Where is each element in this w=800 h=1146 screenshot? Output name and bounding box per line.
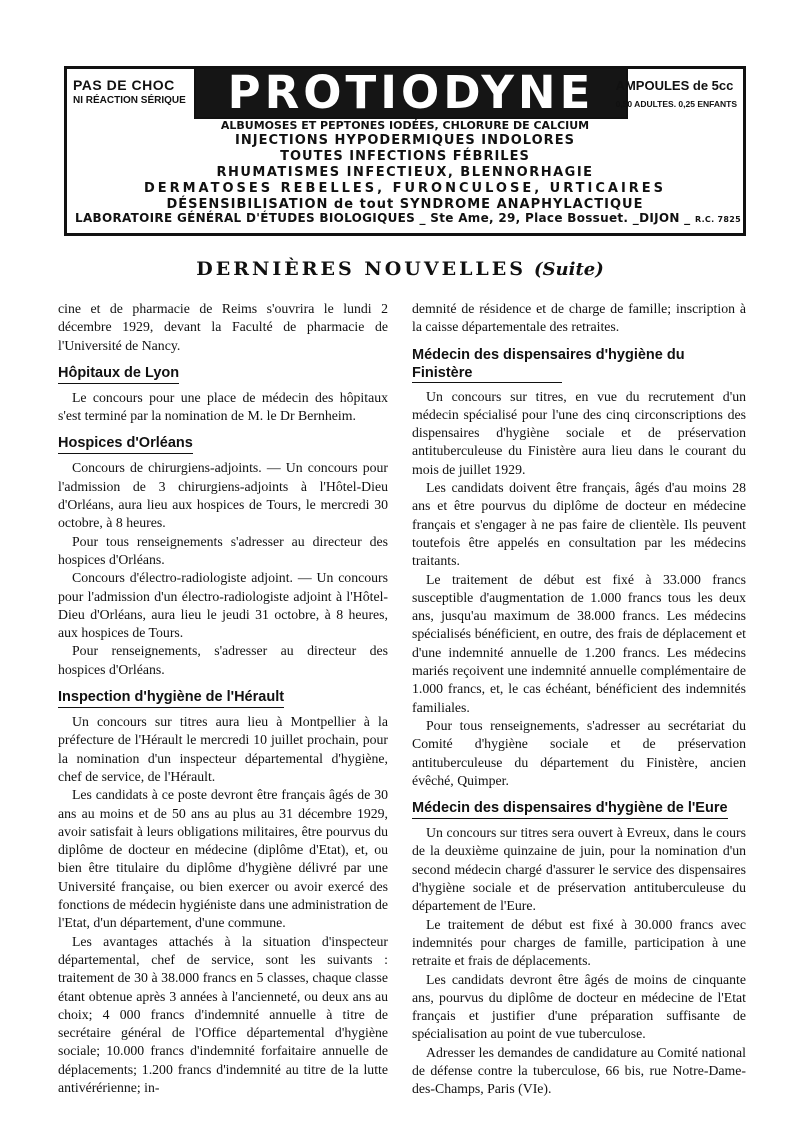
- section-title-orleans: [58, 434, 388, 454]
- ad-left-line1: PAS DE CHOC: [73, 77, 175, 93]
- paragraph: Pour tous renseignements, s'adresser au secrétariat du Comité d'hygiène sociale et de préservation antituberculeuse du département du Finistère, ancien évêché, Quimper.: [412, 717, 746, 788]
- page-title-suite: (Suite): [534, 259, 604, 280]
- section-title-text: Hôpitaux de Lyon: [58, 364, 179, 384]
- ad-line: RHUMATISMES INFECTIEUX, BLENNORHAGIE: [216, 165, 594, 180]
- section-title-finistere: [412, 346, 746, 383]
- right-column: [412, 300, 746, 1099]
- ad-left-claims: [73, 77, 186, 109]
- section-title-eure: [412, 799, 746, 819]
- paragraph: Concours d'électro-radiologiste adjoint. — Un concours pour l'admission d'un électro-radiologiste adjoint à l'Hôtel-Dieu d'Orléans, aura lieu le jeudi 31 octobre, à 8 heures, aux hospices de Tours.: [58, 570, 388, 641]
- section-title-herault: [58, 688, 388, 708]
- ad-indications: [67, 119, 743, 213]
- ad-laboratory-address: [75, 211, 741, 225]
- ad-line: DÉSENSIBILISATION de tout SYNDROME ANAPHYLACTIQUE: [166, 197, 644, 212]
- paragraph: Concours de chirurgiens-adjoints. — Un concours pour l'admission de 3 chirurgiens-adjoints à l'Hôtel-Dieu d'Orléans, aura lieu aux hospices de Tours, le mercredi 30 octobre, à 8 heures.: [58, 460, 388, 531]
- paragraph: Un concours sur titres sera ouvert à Evreux, dans le cours de la deuxième quinzaine de juin, pour la nomination d'un second médecin chargé d'assurer le service des dispensaires d'hygiène sociale et de préservation antituberculeuse du département de l'Eure.: [412, 825, 746, 914]
- paragraph: Le traitement de début est fixé à 33.000 francs susceptible d'augmentation de 1.000 francs tous les deux ans, jusqu'au maximum de 38.000 francs. Les médecins spécialisés bénéficient, en outre, des frais de déplacement et d'une indemnité annuelle de 1.200 francs. Les médecins mariés reçoivent une indemnité annuelle complémentaire de 1.000 francs, et, le cas échéant, bénéficient des indemnités familiales.: [412, 571, 746, 715]
- ad-line: ALBUMOSES ET PEPTONES IODÉES, CHLORURE DE CALCIUM: [220, 119, 590, 132]
- ad-brand-name: PROTIODYNE: [227, 66, 595, 119]
- page-title-text: DERNIÈRES NOUVELLES: [196, 258, 526, 280]
- ad-right-line2: 0,50 ADULTES. 0,25 ENFANTS: [615, 99, 737, 109]
- left-column: [58, 300, 388, 1097]
- section-title-text: Hospices d'Orléans: [58, 434, 193, 454]
- paragraph: Un concours sur titres aura lieu à Montpellier à la préfecture de l'Hérault le mercredi 10 juillet prochain, pour la nomination d'un inspecteur départemental d'hygiène, chef de service, de l'Hérault.: [58, 714, 388, 784]
- ad-line: TOUTES INFECTIONS FÉBRILES: [280, 149, 530, 164]
- paragraph: Les avantages attachés à la situation d'inspecteur départemental, chef de service, sont les suivants : traitement de 30 à 38.000 francs en 5 classes, chaque classe étant obtenue après 3 années à l'ancienneté, ou deux ans au choix; 4 000 francs d'indemnité annuelle à titre de secrétaire général de l'Office départemental d'hygiène sociale; 10.000 francs d'indemnité forfaitaire annuelle de déplacements; 1.200 francs d'indemnité au titre de la lutte antivérérienne; in-: [58, 933, 388, 1095]
- paragraph: Pour renseignements, s'adresser au directeur des hospices d'Orléans.: [58, 643, 388, 677]
- ad-left-line2: NI RÉACTION SÉRIQUE: [73, 95, 186, 106]
- paragraph: demnité de résidence et de charge de famille; inscription à la caisse départementale des retraites.: [412, 301, 746, 335]
- paragraph: Les candidats devront être âgés de moins de cinquante ans, pourvus du diplôme de docteur en médecine de l'Etat français et justifier d'une préparation suffisante de spécialisation au point de vue tuberculose.: [412, 971, 746, 1042]
- paragraph: Les candidats à ce poste devront être français âgés de 30 ans au moins et de 50 ans au plus au 31 décembre 1929, avoir satisfait à leurs obligations militaires, être pourvus du diplôme de docteur en médecine (diplôme d'Etat), et, ou bien être titulaire du diplôme d'hygiène délivré par une Université française, ou bien exercer ou avoir exercé des fonctions de médecin hygiéniste dans une administration de l'Etat, d'un département, d'une commune.: [58, 787, 388, 931]
- protiodyne-advertisement: [64, 66, 746, 236]
- paragraph: Le concours pour une place de médecin des hôpitaux s'est terminé par la nomination de M. le Dr Bernheim.: [58, 389, 388, 424]
- section-title-text: Médecin des dispensaires d'hygiène de l'Eure: [412, 799, 728, 819]
- ad-line: DERMATOSES REBELLES, FURONCULOSE, URTICAIRES: [143, 181, 667, 196]
- title-underline: [412, 382, 562, 383]
- ad-rc-number: R.C. 7825: [694, 215, 741, 224]
- ad-brand-banner: [194, 67, 628, 119]
- page-title: [0, 258, 800, 280]
- ad-right-line1: AMPOULES de 5cc: [615, 78, 734, 93]
- paragraph: Un concours sur titres, en vue du recrutement d'un médecin spécialisé pour l'une des cinq circonscriptions des dispensaires d'hygiène sociale et de préservation antituberculeuse du Finistère aura lieu dans le courant du mois de juillet 1929.: [412, 388, 746, 477]
- ad-line: INJECTIONS HYPODERMIQUES INDOLORES: [235, 133, 575, 148]
- ad-right-dosage: [616, 77, 737, 113]
- section-title-lyon: [58, 364, 388, 384]
- section-title-text: Médecin des dispensaires d'hygiène du Finistère: [412, 346, 685, 381]
- ad-top-band: [67, 66, 743, 119]
- paragraph: Pour tous renseignements s'adresser au directeur des hospices d'Orléans.: [58, 533, 388, 567]
- paragraph: Le traitement de début est fixé à 30.000 francs avec indemnités pour charges de famille, participation à une retraite et frais de déplacements.: [412, 916, 746, 969]
- paragraph: Adresser les demandes de candidature au Comité national de défense contre la tuberculose, 66 bis, rue Notre-Dame-des-Champs, Paris (VIe).: [412, 1044, 746, 1097]
- ad-lab-text: LABORATOIRE GÉNÉRAL D'ÉTUDES BIOLOGIQUES _ Ste Ame, 29, Place Bossuet. _DIJON _: [75, 211, 691, 225]
- paragraph: Les candidats doivent être français, âgés d'au moins 28 ans et être pourvus du diplôme de docteur en médecine français et s'engager à ne pas faire de clientèle. Ils peuvent toutefois être appelés en consultation par les médecins traitants.: [412, 480, 746, 569]
- section-title-text: Inspection d'hygiène de l'Hérault: [58, 688, 284, 708]
- paragraph: cine et de pharmacie de Reims s'ouvrira le lundi 2 décembre 1929, devant la Faculté de pharmacie de l'Université de Nancy.: [58, 301, 388, 353]
